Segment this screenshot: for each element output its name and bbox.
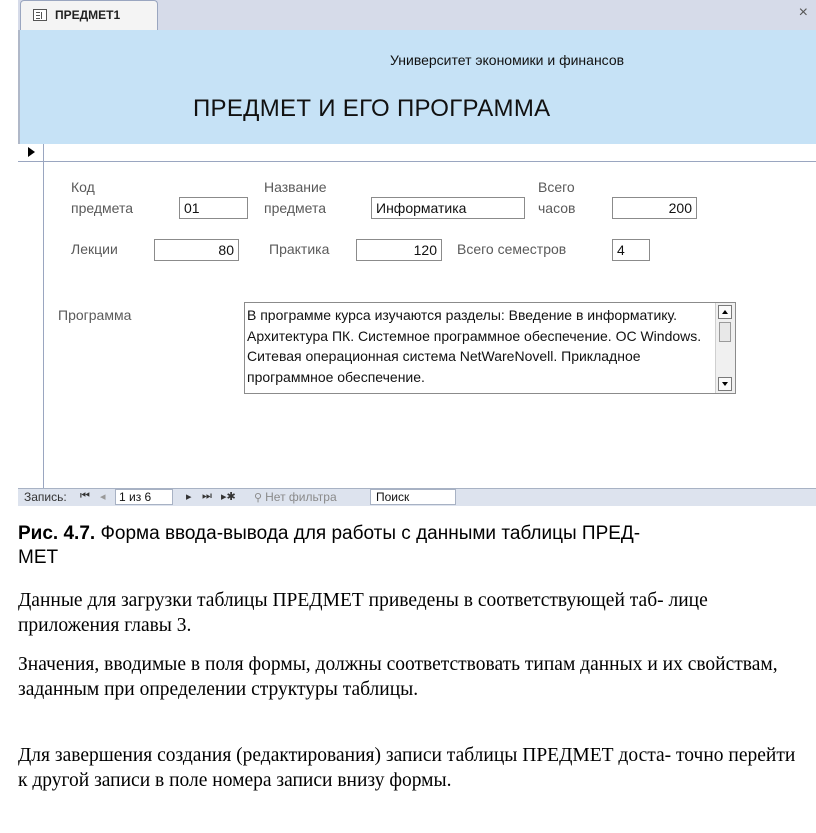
form-tab-label: ПРЕДМЕТ1 <box>55 8 121 22</box>
semesters-field[interactable]: 4 <box>612 239 650 261</box>
next-record-icon[interactable]: ▸ <box>186 491 192 503</box>
paragraph-3: Для завершения создания (редактирования) записи таблицы ПРЕДМЕТ доста- точно перейти к другой записи в поле номера записи внизу формы. <box>18 745 796 791</box>
form-header <box>18 30 816 144</box>
current-record-icon <box>28 147 35 157</box>
record-position-input[interactable]: 1 из 6 <box>115 489 173 505</box>
program-scrollbar[interactable] <box>715 303 735 393</box>
code-label: Код предмета <box>71 179 134 216</box>
record-label: Запись: <box>24 490 67 504</box>
program-label: Программа <box>58 307 132 323</box>
record-selector[interactable] <box>18 144 44 488</box>
close-icon[interactable]: × <box>798 4 808 21</box>
section-divider <box>18 161 816 162</box>
lectures-label: Лекции <box>71 241 118 257</box>
paragraph-2: Значения, вводимые в поля формы, должны соответствовать типам данных и их свойствам, заданным при определении структуры таблицы. <box>18 654 778 700</box>
new-record-icon[interactable]: ▸✱ <box>221 491 236 503</box>
figure-number: Рис. 4.7. <box>18 523 96 544</box>
scroll-down-icon[interactable] <box>718 377 732 391</box>
semesters-label: Всего семестров <box>457 241 567 257</box>
first-record-icon[interactable]: ⏮ <box>80 490 90 502</box>
program-text[interactable]: В программе курса изучаются разделы: Введение в информатику. Архитектура ПК. Системное программное обеспечение. ОС Windows. Ситевая операционная система NetWareNovell. Прикладное программное обеспечение. <box>247 307 702 385</box>
total-hours-field[interactable]: 200 <box>612 197 697 219</box>
scroll-up-icon[interactable] <box>718 305 732 319</box>
form-icon <box>33 9 47 21</box>
practice-field[interactable]: 120 <box>356 239 442 261</box>
paragraph-1: Данные для загрузки таблицы ПРЕДМЕТ приведены в соответствующей таб- лице приложения главы 3. <box>18 590 708 636</box>
search-input[interactable]: Поиск <box>370 489 456 505</box>
university-name: Университет экономики и финансов <box>390 52 625 68</box>
program-memo-field[interactable] <box>244 302 736 394</box>
code-field[interactable]: 01 <box>179 197 248 219</box>
name-label: Название предмета <box>264 179 327 216</box>
scroll-thumb[interactable] <box>719 322 731 342</box>
last-record-icon[interactable]: ⏭ <box>202 490 212 502</box>
figure-caption <box>18 522 678 570</box>
practice-label: Практика <box>269 241 330 257</box>
name-field[interactable]: Информатика <box>371 197 525 219</box>
filter-status[interactable] <box>254 490 337 504</box>
previous-record-icon[interactable]: ◂ <box>100 491 106 503</box>
filter-icon: ⚲ <box>254 492 266 504</box>
filter-label: Нет фильтра <box>265 490 337 504</box>
form-title: ПРЕДМЕТ И ЕГО ПРОГРАММА <box>193 95 551 122</box>
record-navigation-bar <box>18 488 816 506</box>
lectures-field[interactable]: 80 <box>154 239 239 261</box>
form-tab[interactable] <box>20 0 158 30</box>
record-selector-current[interactable] <box>18 144 43 160</box>
figure-caption-text: Форма ввода-вывода для работы с данными таблицы ПРЕД- МЕТ <box>18 523 641 568</box>
total-hours-label: Всего часов <box>538 179 576 216</box>
document-tab-bar <box>18 0 816 30</box>
